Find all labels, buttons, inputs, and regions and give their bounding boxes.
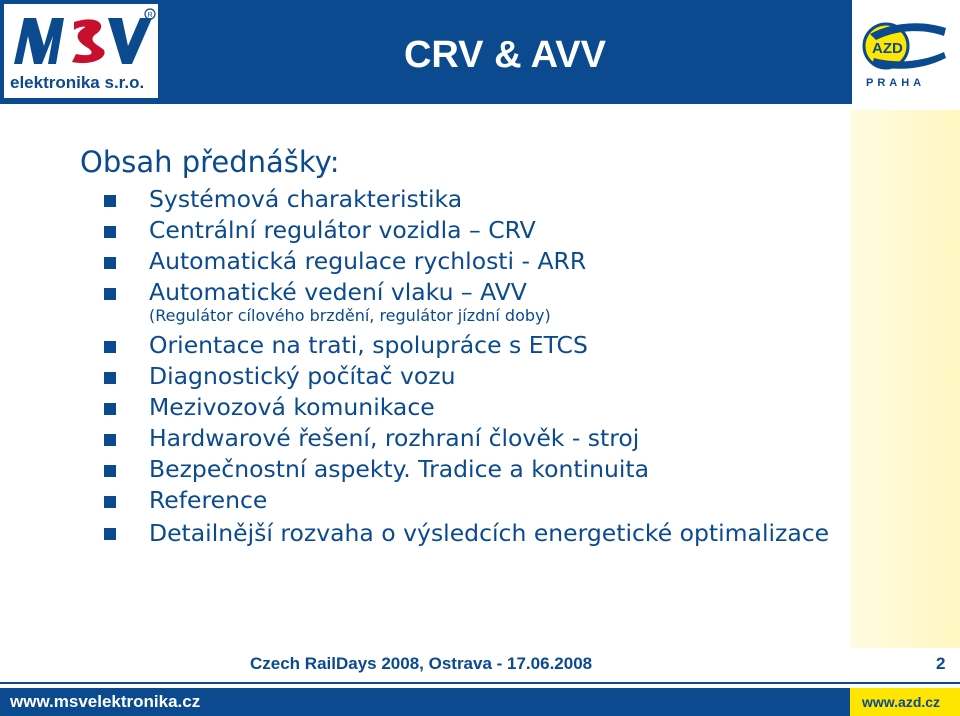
list-item — [104, 277, 844, 308]
list-item-label: Detailnější rozvaha o výsledcích energetické optimalizace — [149, 519, 830, 547]
content-heading: Obsah přednášky: — [80, 145, 340, 179]
square-bullet-icon — [104, 403, 116, 415]
list-item-label: Hardwarové řešení, rozhraní člověk - stroj — [149, 424, 640, 452]
msv-website-link[interactable]: www.msvelektronika.cz — [10, 692, 201, 711]
side-decor-strip — [850, 110, 960, 648]
footer-event: Czech RailDays 2008, Ostrava - 17.06.2008 — [250, 654, 593, 673]
list-item-label: Centrální regulátor vozidla – CRV — [149, 216, 536, 244]
list-item-label: Systémová charakteristika — [149, 185, 463, 213]
azd-website-link[interactable]: www.azd.cz — [862, 694, 941, 710]
list-item-label: Automatická regulace rychlosti - ARR — [149, 247, 587, 275]
list-item — [104, 485, 844, 516]
page-number: 2 — [936, 654, 946, 673]
square-bullet-icon — [104, 434, 116, 446]
list-item — [104, 215, 844, 246]
square-bullet-icon — [104, 465, 116, 477]
slide-title: CRV & AVV — [403, 34, 606, 76]
list-item — [104, 330, 844, 361]
list-item-label: Orientace na trati, spolupráce s ETCS — [149, 331, 588, 359]
square-bullet-icon — [104, 195, 116, 207]
azd-logo-text: AZD — [872, 40, 903, 57]
square-bullet-icon — [104, 372, 116, 384]
list-item-label: Mezivozová komunikace — [149, 393, 435, 421]
msv-logo-icon — [4, 4, 158, 98]
list-item — [104, 423, 844, 454]
list-item-subtext: (Regulátor cílového brzdění, regulátor jízdní doby) — [149, 306, 551, 325]
list-item — [104, 184, 844, 215]
azd-logo — [852, 0, 960, 104]
footer-divider — [0, 682, 960, 684]
square-bullet-icon — [104, 496, 116, 508]
list-item-label: Bezpečnostní aspekty. Tradice a kontinuita — [149, 455, 650, 483]
msv-logo — [4, 4, 158, 98]
list-item — [104, 246, 844, 277]
list-item-label: Reference — [149, 486, 268, 514]
topic-list — [104, 184, 844, 546]
square-bullet-icon — [104, 257, 116, 269]
square-bullet-icon — [104, 528, 116, 540]
list-item — [104, 454, 844, 485]
list-item-label: Automatické vedení vlaku – AVV — [149, 278, 527, 306]
square-bullet-icon — [104, 341, 116, 353]
azd-logo-subtext: PRAHA — [866, 77, 926, 89]
svg-text:R: R — [147, 12, 153, 19]
list-item — [104, 392, 844, 423]
square-bullet-icon — [104, 226, 116, 238]
square-bullet-icon — [104, 288, 116, 300]
list-item-label: Diagnostický počítač vozu — [149, 362, 456, 390]
msv-logo-text: elektronika s.r.o. — [10, 73, 145, 92]
header-divider — [0, 104, 960, 108]
list-item — [104, 361, 844, 392]
azd-logo-icon — [852, 0, 960, 104]
list-item — [104, 520, 844, 546]
